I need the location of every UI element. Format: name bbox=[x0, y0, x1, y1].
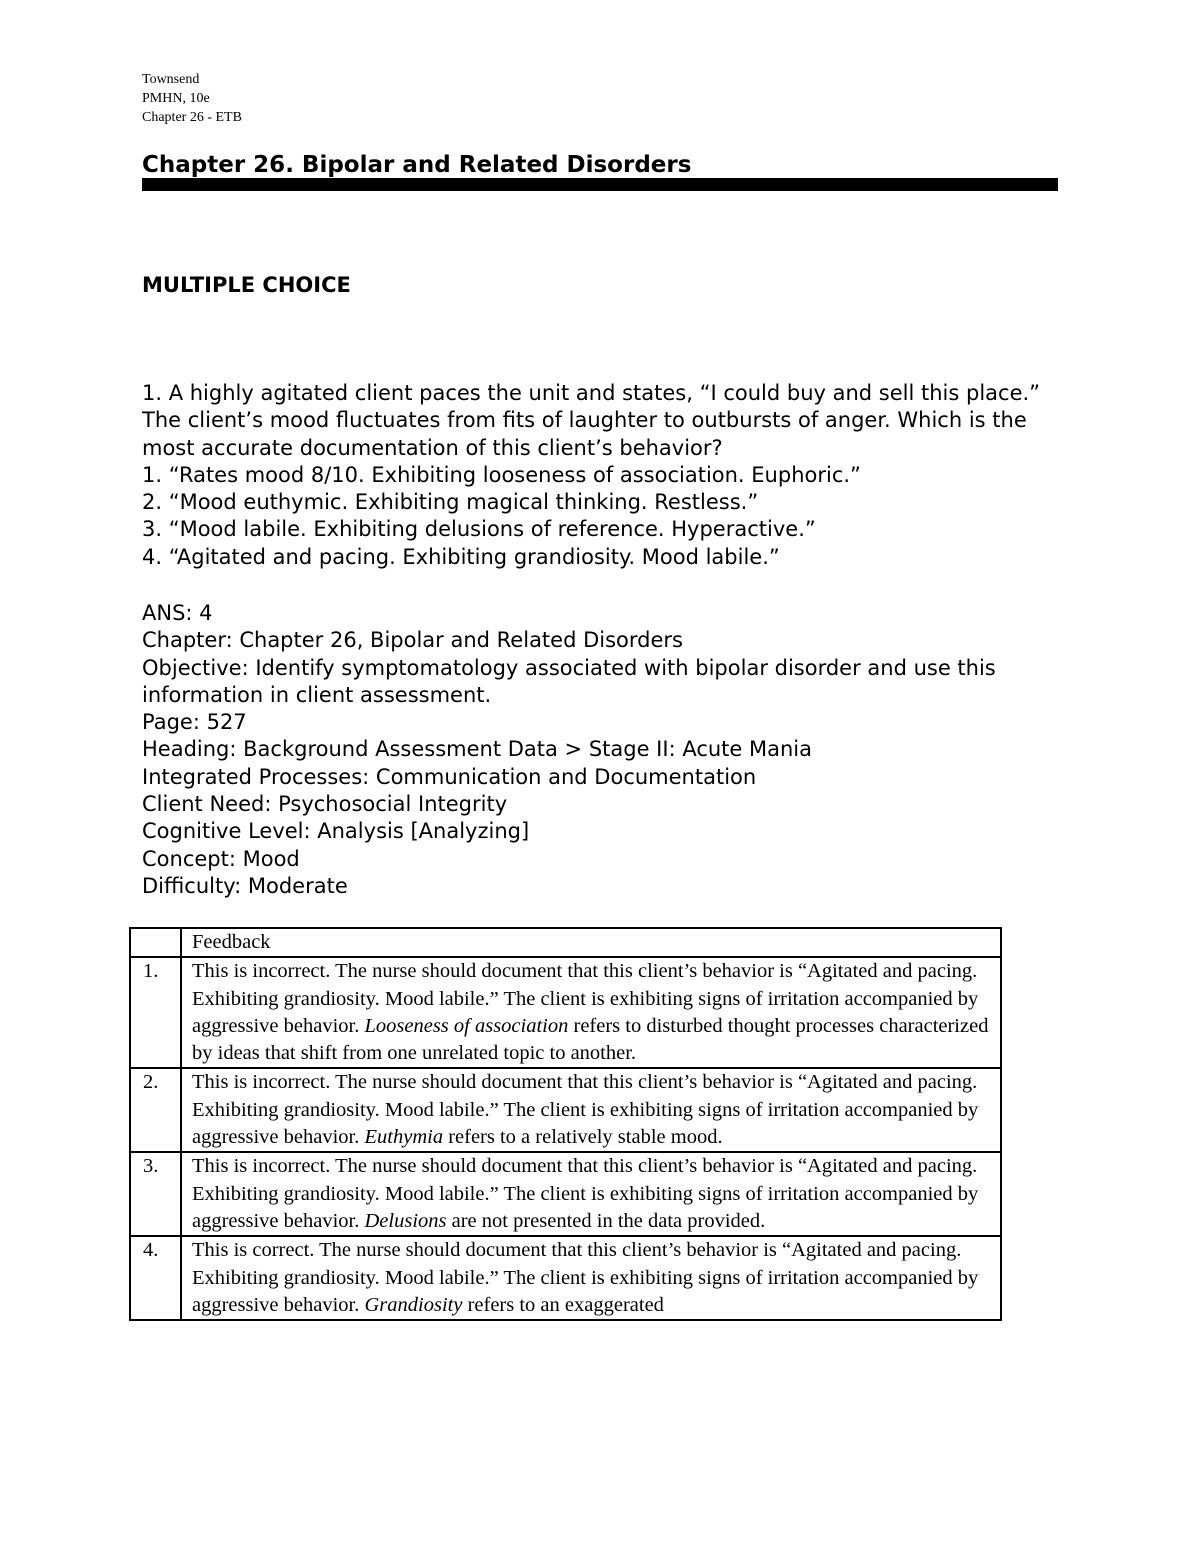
feedback-lead: This is incorrect. The nurse should document that this client’s behavior is “Agitated and pacing. Exhibiting grandiosity. Mood labile.” The client is exhibiting signs of irritation accompanied by aggressive behavior. bbox=[192, 1155, 979, 1232]
question-stem: 1. A highly agitated client paces the unit and states, “I could buy and sell this place.” The client’s mood fluctuates from fits of laughter to outbursts of anger. Which is the most accurate documentation of this client’s behavior? bbox=[142, 381, 1041, 460]
running-header bbox=[142, 70, 242, 127]
row-number: 1. bbox=[130, 957, 181, 1068]
meta-integrated-processes: Integrated Processes: Communication and Documentation bbox=[142, 764, 757, 789]
table-row bbox=[130, 1068, 1001, 1152]
feedback-term: Delusions bbox=[364, 1209, 447, 1232]
row-number: 4. bbox=[130, 1236, 181, 1320]
feedback-lead: This is incorrect. The nurse should document that this client’s behavior is “Agitated and pacing. Exhibiting grandiosity. Mood labile.” The client is exhibiting signs of irritation accompanied by aggressive behavior. bbox=[192, 960, 979, 1037]
header-author: Townsend bbox=[142, 72, 200, 87]
header-book: PMHN, 10e bbox=[142, 91, 210, 106]
question-metadata bbox=[142, 600, 1072, 900]
meta-concept: Concept: Mood bbox=[142, 846, 300, 871]
feedback-rest: are not presented in the data provided. bbox=[451, 1209, 766, 1232]
row-number: 3. bbox=[130, 1152, 181, 1236]
table-header-feedback: Feedback bbox=[181, 928, 1001, 957]
title-rule bbox=[142, 178, 1058, 191]
meta-heading: Heading: Background Assessment Data > Stage II: Acute Mania bbox=[142, 737, 813, 762]
header-chapter-ref: Chapter 26 - ETB bbox=[142, 110, 242, 125]
question-block bbox=[142, 380, 1072, 571]
answer-option: 2. “Mood euthymic. Exhibiting magical thinking. Restless.” bbox=[142, 490, 759, 515]
answer-option: 1. “Rates mood 8/10. Exhibiting looseness of association. Euphoric.” bbox=[142, 462, 861, 487]
feedback-term: Euthymia bbox=[364, 1126, 444, 1149]
answer-option: 4. “Agitated and pacing. Exhibiting grandiosity. Mood labile.” bbox=[142, 544, 780, 569]
chapter-title: Chapter 26. Bipolar and Related Disorders bbox=[142, 152, 692, 178]
answer-key: ANS: 4 bbox=[142, 601, 213, 625]
table-row bbox=[130, 957, 1001, 1068]
table-row bbox=[130, 1236, 1001, 1320]
feedback-term: Grandiosity bbox=[364, 1293, 463, 1316]
table-header-empty-cell bbox=[130, 928, 181, 957]
feedback-rest: refers to disturbed thought processes characterized by ideas that shift from one unrelated topic to another. bbox=[192, 1014, 989, 1065]
feedback-rest: refers to an exaggerated bbox=[467, 1293, 664, 1316]
answer-option: 3. “Mood labile. Exhibiting delusions of reference. Hyperactive.” bbox=[142, 517, 816, 542]
feedback-lead: This is correct. The nurse should document that this client’s behavior is “Agitated and pacing. Exhibiting grandiosity. Mood labile.” The client is exhibiting signs of irritation accompanied by aggressive behavior. bbox=[192, 1239, 979, 1316]
meta-cognitive-level: Cognitive Level: Analysis [Analyzing] bbox=[142, 819, 530, 844]
table-header-row bbox=[130, 928, 1001, 957]
section-heading: MULTIPLE CHOICE bbox=[142, 273, 351, 297]
feedback-text bbox=[181, 957, 1001, 1068]
feedback-lead: This is incorrect. The nurse should document that this client’s behavior is “Agitated and pacing. Exhibiting grandiosity. Mood labile.” The client is exhibiting signs of irritation accompanied by aggressive behavior. bbox=[192, 1071, 979, 1149]
table-row bbox=[130, 1152, 1001, 1236]
meta-client-need: Client Need: Psychosocial Integrity bbox=[142, 792, 508, 817]
meta-chapter: Chapter: Chapter 26, Bipolar and Related Disorders bbox=[142, 628, 683, 653]
meta-page: Page: 527 bbox=[142, 710, 247, 735]
feedback-text bbox=[181, 1236, 1001, 1320]
feedback-text bbox=[181, 1068, 1001, 1152]
meta-objective: Objective: Identify symptomatology associated with bipolar disorder and use this information in client assessment. bbox=[142, 655, 996, 707]
feedback-text bbox=[181, 1152, 1001, 1236]
meta-difficulty: Difficulty: Moderate bbox=[142, 873, 348, 898]
feedback-rest: refers to a relatively stable mood. bbox=[448, 1126, 723, 1149]
row-number: 2. bbox=[130, 1068, 181, 1152]
feedback-table bbox=[129, 927, 1002, 1321]
feedback-term: Looseness of association bbox=[364, 1014, 569, 1037]
